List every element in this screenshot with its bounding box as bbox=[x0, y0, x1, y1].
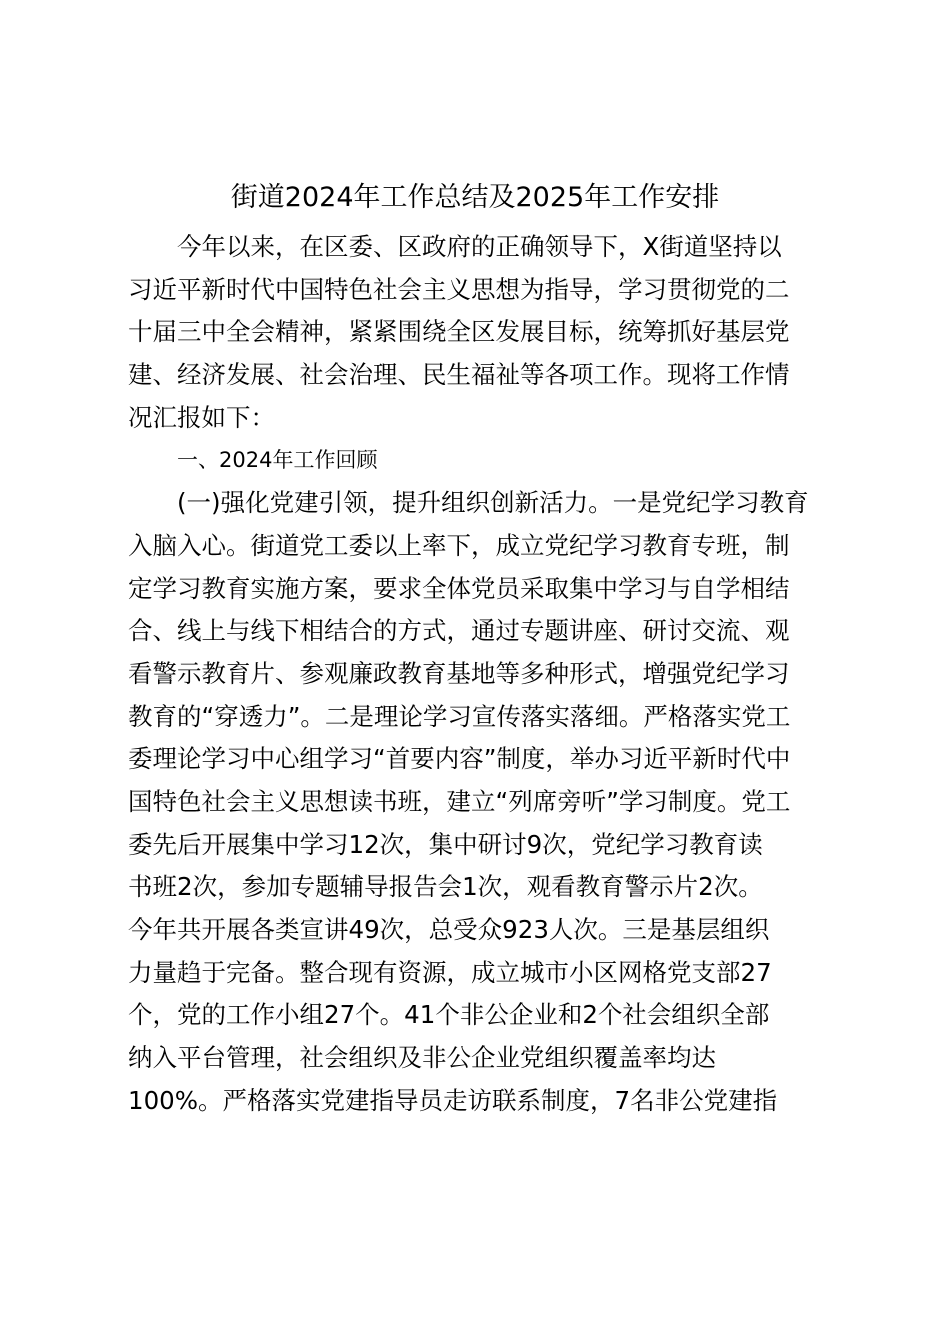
section-heading: 一、2024年工作回顾 bbox=[177, 448, 378, 473]
paragraph-line: 看警示教育片、参观廉政教育基地等多种形式，增强党纪学习 bbox=[128, 658, 790, 688]
paragraph-line: 定学习教育实施方案，要求全体党员采取集中学习与自学相结 bbox=[128, 573, 790, 603]
paragraph-line: 教育的“穿透力”。二是理论学习宣传落实落细。严格落实党工 bbox=[128, 701, 791, 731]
paragraph-line: 力量趋于完备。整合现有资源，成立城市小区网格党支部27 bbox=[128, 957, 772, 987]
paragraph-line: 委先后开展集中学习12次，集中研讨9次，党纪学习教育读 bbox=[128, 829, 763, 859]
paragraph-line: 今年以来，在区委、区政府的正确领导下，X街道坚持以 bbox=[177, 232, 782, 261]
paragraph-line: 建、经济发展、社会治理、民生福祉等各项工作。现将工作情 bbox=[128, 360, 790, 390]
document-body bbox=[128, 226, 828, 1122]
paragraph-line: 书班2次，参加专题辅导报告会1次，观看教育警示片2次。 bbox=[128, 872, 763, 902]
paragraph-line: 委理论学习中心组学习“首要内容”制度，举办习近平新时代中 bbox=[128, 744, 791, 774]
paragraph-line: 100%。严格落实党建指导员走访联系制度，7名非公党建指 bbox=[128, 1085, 778, 1115]
document-title: 街道2024年工作总结及2025年工作安排 bbox=[230, 182, 720, 213]
paragraph-line: (一)强化党建引领，提升组织创新活力。一是党纪学习教育 bbox=[177, 488, 809, 518]
paragraph-line: 习近平新时代中国特色社会主义思想为指导，学习贯彻党的二 bbox=[128, 274, 790, 304]
paragraph-line: 纳入平台管理，社会组织及非公企业党组织覆盖率均达 bbox=[128, 1043, 716, 1073]
paragraph-line: 个，党的工作小组27个。41个非公企业和2个社会组织全部 bbox=[128, 1000, 770, 1030]
paragraph-line: 合、线上与线下相结合的方式，通过专题讲座、研讨交流、观 bbox=[128, 616, 790, 646]
paragraph-line: 今年共开展各类宣讲49次，总受众923人次。三是基层组织 bbox=[128, 915, 770, 944]
paragraph-line: 国特色社会主义思想读书班，建立“列席旁听”学习制度。党工 bbox=[128, 786, 791, 816]
paragraph-line: 况汇报如下： bbox=[128, 402, 275, 432]
paragraph-line: 入脑入心。街道党工委以上率下，成立党纪学习教育专班，制 bbox=[128, 530, 790, 560]
paragraph-line: 十届三中全会精神，紧紧围绕全区发展目标，统筹抓好基层党 bbox=[128, 317, 790, 347]
